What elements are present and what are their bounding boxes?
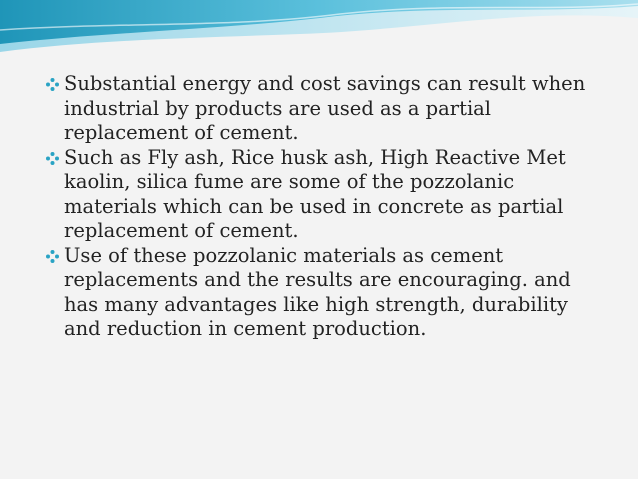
diamond-dots-icon <box>46 152 59 165</box>
header-wave-decoration <box>0 0 638 60</box>
bullet-item <box>46 244 606 342</box>
diamond-dots-icon <box>46 78 59 91</box>
bullet-text: Substantial energy and cost savings can result when industrial by products are used as a partial replacement of cement. <box>64 72 586 144</box>
bullet-list <box>46 72 606 342</box>
bullet-text: Such as Fly ash, Rice husk ash, High Reactive Met kaolin, silica fume are some of the pozzolanic materials which can be used in concrete as partial replacement of cement. <box>64 145 566 242</box>
bullet-item <box>46 72 606 146</box>
bullet-text: Use of these pozzolanic materials as cement replacements and the results are encouraging. and has many advantages like high strength, durability and reduction in cement production. <box>64 243 571 340</box>
bullet-item <box>46 146 606 244</box>
diamond-dots-icon <box>46 250 59 263</box>
